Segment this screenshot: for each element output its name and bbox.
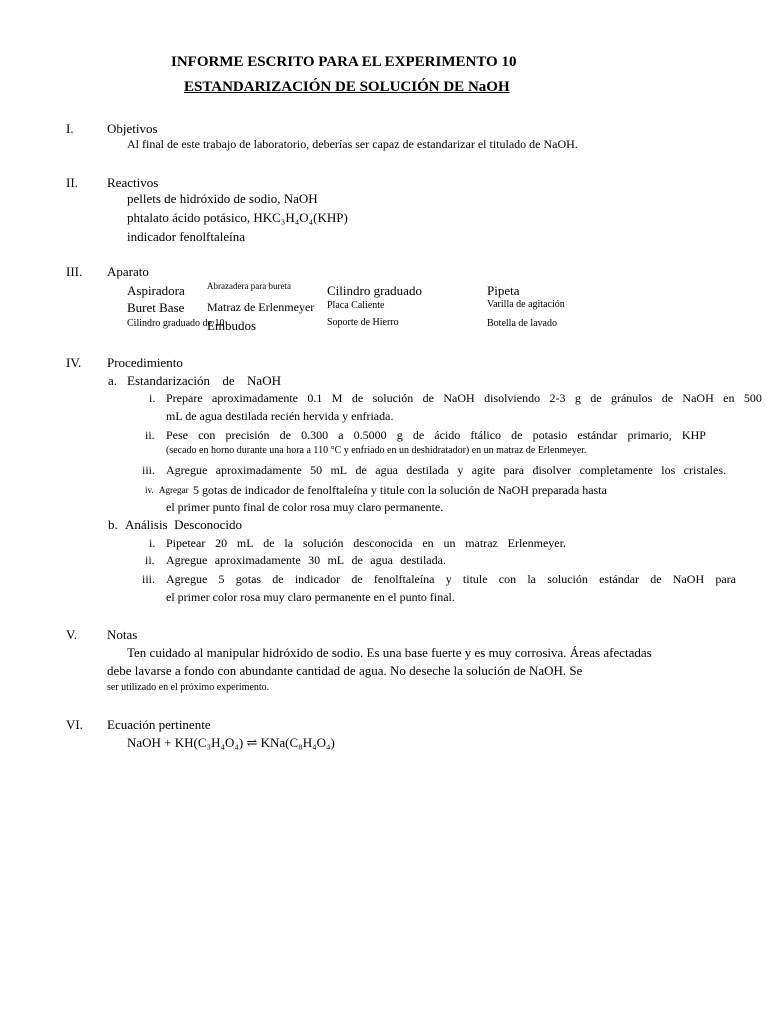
section-6-number: VI. [66, 717, 83, 732]
step-a-ii-line-1: Pese con precisión de 0.300 a 0.5000 g de ácido ftálico de potasio estándar primario, KHP [166, 428, 706, 442]
step-a-i-line-2: mL de agua destilada recién hervida y enfriada. [166, 409, 394, 423]
apparatus-varilla: Varilla de agitación [487, 299, 565, 310]
procedure-a-title: Estandarización de NaOH [127, 373, 281, 388]
step-b-iii-line-2: el primer color rosa muy claro permanente en el punto final. [166, 590, 455, 604]
step-b-ii-number: ii. [145, 553, 155, 567]
title-line-1: INFORME ESCRITO PARA EL EXPERIMENTO 10 [171, 54, 517, 70]
step-a-iv-line-1: 5 gotas de indicador de fenolftaleína y titule con la solución de NaOH preparada hasta [193, 483, 607, 497]
apparatus-matraz: Matraz de Erlenmeyer [207, 300, 315, 314]
notes-line-3: ser utilizado en el próximo experimento. [107, 682, 270, 693]
reagent-1: pellets de hidróxido de sodio, NaOH [127, 191, 318, 206]
section-3-heading: Aparato [107, 264, 149, 279]
reagent-2: phtalato ácido potásico, HKC₃H₄O₄(KHP) [127, 210, 348, 225]
apparatus-embudos: Embudos [207, 318, 257, 333]
step-a-iv-line-2: el primer punto final de color rosa muy claro permanente. [166, 500, 444, 514]
apparatus-buret-base: Buret Base [127, 300, 185, 315]
section-2-heading: Reactivos [107, 175, 159, 190]
apparatus-abrazadera: Abrazadera para bureta [207, 281, 291, 291]
apparatus-cilindro-10: Cilindro graduado de 10 [127, 318, 225, 329]
apparatus-botella: Botella de lavado [487, 318, 557, 329]
pertinent-equation: NaOH + KH(C₃H₄O₄) ⇌ KNa(C₈H₄O₄) [127, 735, 335, 750]
section-1-number: I. [66, 121, 74, 136]
section-4-number: IV. [66, 355, 82, 370]
section-6-heading: Ecuación pertinente [107, 717, 211, 732]
section-2-number: II. [66, 175, 78, 190]
notes-line-2: debe lavarse a fondo con abundante cantidad de agua. No deseche la solución de NaOH. Se [107, 663, 583, 678]
section-4-heading: Procedimiento [107, 355, 183, 370]
apparatus-pipeta: Pipeta [487, 283, 520, 298]
section-5-heading: Notas [107, 627, 138, 642]
step-a-iv-number: iv. [145, 485, 154, 495]
procedure-b-title: Análisis Desconocido [125, 517, 242, 532]
step-a-ii-number: ii. [145, 428, 155, 442]
apparatus-cilindro: Cilindro graduado [327, 283, 422, 298]
section-3-number: III. [66, 264, 83, 279]
step-b-ii-line-1: Agregue aproximadamente 30 mL de agua destilada. [166, 553, 446, 567]
step-a-iii-line-1: Agregue aproximadamente 50 mL de agua destilada y agite para disolver completamente los cristales. [166, 463, 726, 477]
step-a-iv-prefix: Agregar [159, 485, 189, 495]
section-1-heading: Objetivos [107, 121, 158, 136]
step-a-ii-line-2: (secado en horno durante una hora a 110 °C y enfriado en un deshidratador) en un matraz de Erlenmeyer. [166, 445, 587, 456]
apparatus-aspiradora: Aspiradora [127, 283, 185, 298]
reagent-3: indicador fenolftaleína [127, 229, 246, 244]
procedure-a-label: a. [108, 373, 118, 388]
apparatus-soporte: Soporte de Hierro [327, 317, 399, 328]
notes-line-1: Ten cuidado al manipular hidróxido de sodio. Es una base fuerte y es muy corrosiva. Áreas afectadas [127, 645, 652, 660]
objective-text: Al final de este trabajo de laboratorio, deberías ser capaz de estandarizar el titulado de NaOH. [127, 137, 578, 151]
step-a-i-line-1: Prepare aproximadamente 0.1 M de solución de NaOH disolviendo 2-3 g de gránulos de NaOH en 500 [166, 391, 762, 405]
section-5-number: V. [66, 627, 77, 642]
apparatus-placa: Placa Caliente [327, 300, 385, 311]
step-a-i-number: i. [149, 391, 156, 405]
step-b-i-line-1: Pipetear 20 mL de la solución desconocida en un matraz Erlenmeyer. [166, 536, 566, 550]
step-a-iii-number: iii. [142, 463, 156, 477]
title-line-2: ESTANDARIZACIÓN DE SOLUCIÓN DE NaOH [184, 79, 510, 95]
step-b-iii-line-1: Agregue 5 gotas de indicador de fenolftaleína y titule con la solución estándar de NaOH para [166, 572, 736, 586]
step-b-i-number: i. [149, 536, 156, 550]
step-b-iii-number: iii. [142, 572, 156, 586]
procedure-b-label: b. [108, 517, 118, 532]
